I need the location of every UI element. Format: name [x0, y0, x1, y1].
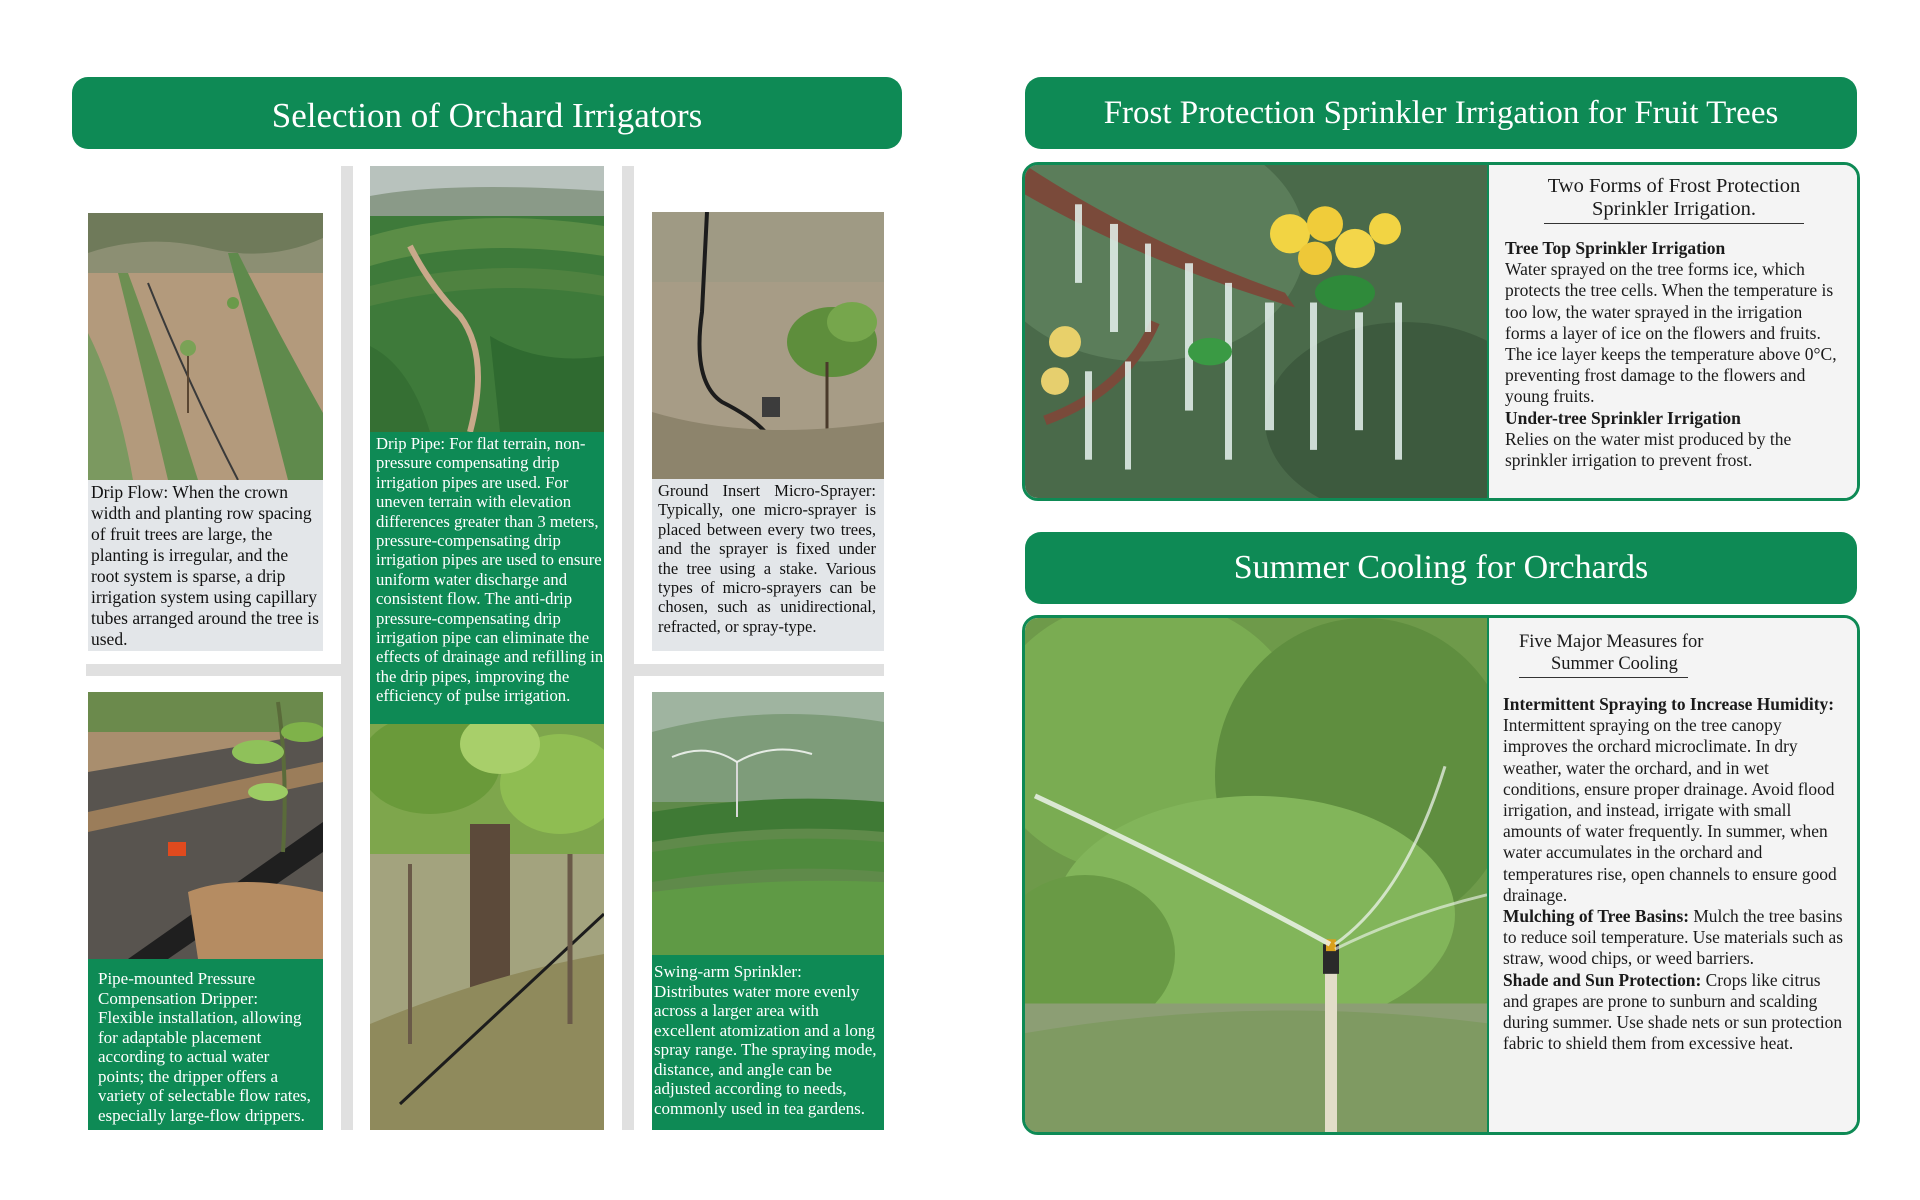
drip-flow-photo — [88, 213, 323, 480]
terrace-aerial-photo — [370, 166, 604, 432]
frost-text-box — [1487, 165, 1857, 498]
measure-3-heading: Shade and Sun Protection: — [1503, 969, 1702, 990]
frost-title-line2: Sprinkler Irrigation. — [1544, 198, 1804, 224]
section-title-frost: Frost Protection Sprinkler Irrigation for Fruit Trees — [1025, 77, 1857, 149]
pressure-dripper-photo — [88, 692, 323, 959]
summer-panel — [1022, 615, 1860, 1135]
drip-pipe-caption: Drip Pipe: For flat terrain, non-pressure compensating drip irrigation pipes are used. For uneven terrain with elevation differences greater than 3 meters, pressure-compensating drip irrigation pipes are used to ensure uniform water discharge and consistent flow. The anti-drip pressure-compensating drip irrigation pipe can eliminate the effects of drainage and refilling in the drip pipes, improving the efficiency of pulse irrigation. — [370, 432, 604, 724]
frost-ice-blossom-photo — [1025, 165, 1487, 498]
row-divider — [634, 664, 884, 676]
under-tree-text: Relies on the water mist produced by the sprinkler irrigation to prevent frost. — [1505, 428, 1792, 471]
measure-3-text: Crops like citrus and grapes are prone to sunburn and scalding during summer. Use shade nets or sun protection fabric to shield them from excessive heat. — [1503, 969, 1843, 1054]
column-divider — [341, 166, 353, 1130]
summer-title-line2: Summer Cooling — [1519, 654, 1688, 679]
summer-measures-title — [1503, 632, 1847, 678]
drip-flow-caption: Drip Flow: When the crown width and planting row spacing of fruit trees are large, the planting is irregular, and the root system is sparse, a drip irrigation system using capillary tubes arranged around the tree is used. — [88, 480, 323, 651]
summer-title-line1: Five Major Measures for — [1519, 632, 1704, 652]
measure-2-heading: Mulching of Tree Basins: — [1503, 906, 1689, 927]
column-divider — [622, 166, 634, 1130]
swing-arm-caption: Swing-arm Sprinkler: Distributes water more evenly across a larger area with excellent atomization and a long spray range. The spraying mode, distance, and angle can be adjusted according to needs, commonly used in tea gardens. — [652, 955, 884, 1130]
section-title-summer: Summer Cooling for Orchards — [1025, 532, 1857, 604]
frost-title-line1: Two Forms of Frost Protection — [1547, 175, 1801, 197]
tree-top-heading: Tree Top Sprinkler Irrigation — [1505, 238, 1726, 258]
frost-measures-title — [1505, 175, 1843, 224]
frost-panel — [1022, 162, 1860, 501]
vineyard-drip-pipe-photo — [370, 724, 604, 1130]
micro-sprayer-photo — [652, 212, 884, 479]
under-tree-heading: Under-tree Sprinkler Irrigation — [1505, 407, 1741, 428]
swing-arm-sprinkler-photo — [652, 692, 884, 955]
summer-text-box — [1487, 618, 1857, 1132]
measure-1-heading: Intermittent Spraying to Increase Humidity: — [1503, 694, 1835, 714]
tree-top-text: Water sprayed on the tree forms ice, which protects the tree cells. When the temperature is too low, the water sprayed in the irrigation forms a layer of ice on the flowers and fruits. The ice layer keeps the temperature above 0°C, preventing frost damage to the flowers and young fruits. — [1505, 259, 1837, 407]
measure-1-text: Intermittent spraying on the tree canopy improves the orchard microclimate. In dry weather, water the orchard, and in wet conditions, ensure proper drainage. Avoid flood irrigation, and instead, irrigate with small amounts of water frequently. In summer, when water accumulates in the orchard and temperatures rise, open channels to ensure good drainage. — [1503, 715, 1837, 905]
measure-2-text: Mulch the tree basins to reduce soil temperature. Use materials such as straw, wood chips, or weed barriers. — [1503, 906, 1843, 969]
micro-sprayer-caption: Ground Insert Micro-Sprayer: Typically, one micro-sprayer is placed between every two trees, and the sprayer is fixed under the tree using a stake. Various types of micro-sprayers can be chosen, such as unidirectional, refracted, or spray-type. — [652, 479, 884, 651]
section-title-irrigators: Selection of Orchard Irrigators — [72, 77, 902, 149]
row-divider — [86, 664, 342, 676]
pressure-dripper-caption: Pipe-mounted Pressure Compensation Dripper: Flexible installation, allowing for adaptable placement according to actual water points; the dripper offers a variety of selectable flow rates, especially large-flow drippers. — [88, 959, 323, 1130]
summer-sprinkler-photo — [1025, 618, 1487, 1132]
